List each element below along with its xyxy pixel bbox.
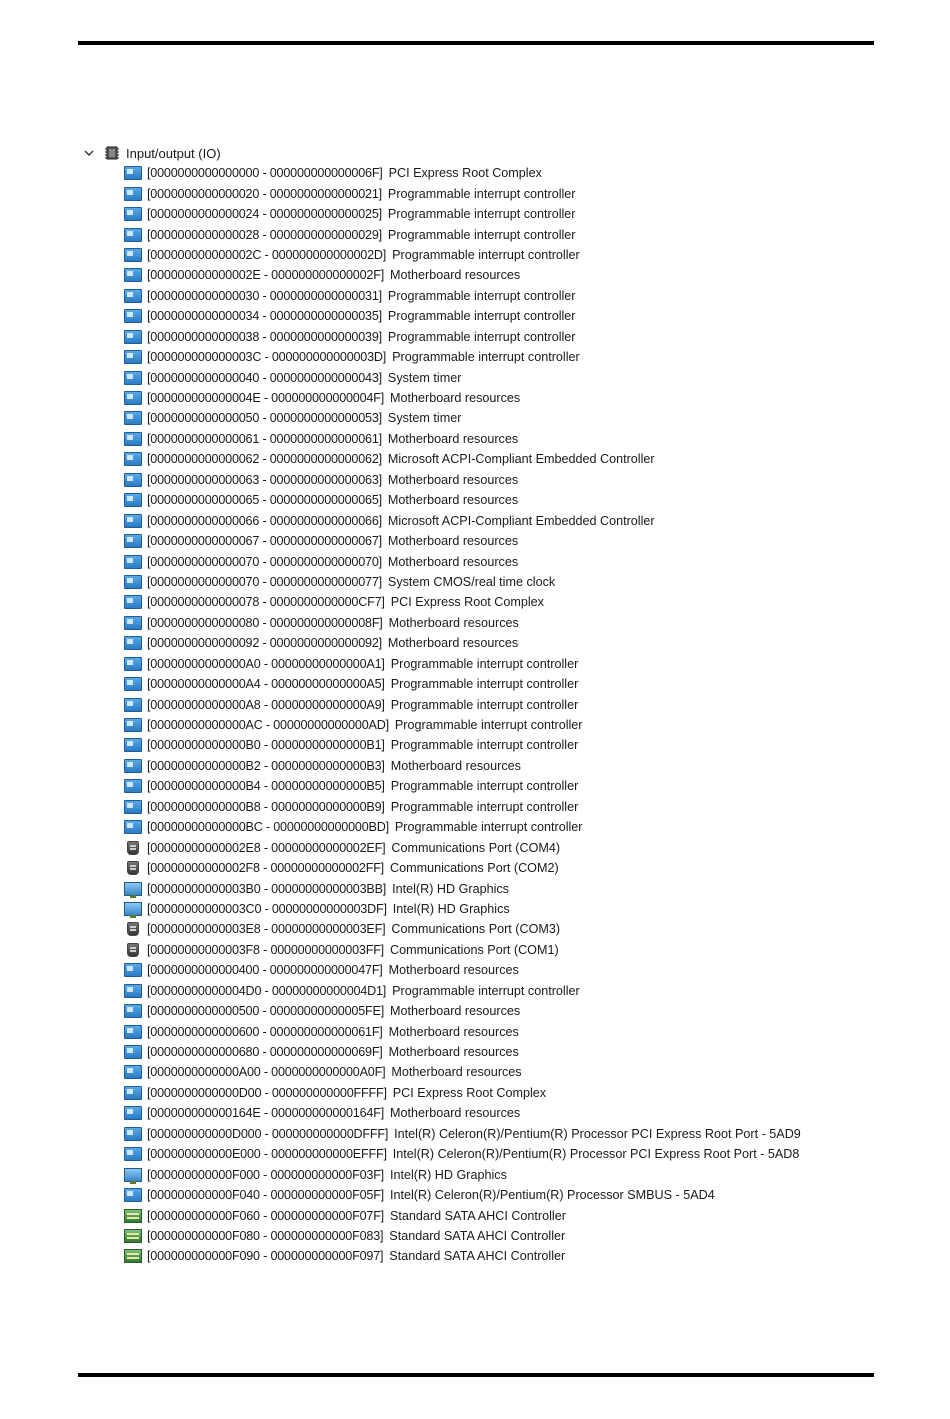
device-name: Programmable interrupt controller — [392, 350, 580, 365]
tree-item[interactable] — [124, 817, 882, 837]
tree-item[interactable] — [124, 674, 882, 694]
system-device-icon — [124, 779, 142, 793]
system-device-icon — [124, 1127, 142, 1141]
io-range: [0000000000000063 - 0000000000000063] — [147, 472, 382, 487]
system-device-icon — [124, 473, 142, 487]
system-device-icon — [124, 984, 142, 998]
tree-item[interactable] — [124, 1001, 882, 1021]
device-name: Communications Port (COM4) — [391, 840, 561, 855]
io-range: [00000000000000B2 - 00000000000000B3] — [147, 758, 385, 773]
tree-item[interactable] — [124, 1205, 882, 1225]
tree-children — [124, 163, 882, 1267]
device-name: Programmable interrupt controller — [390, 738, 579, 753]
tree-item[interactable] — [124, 981, 882, 1001]
tree-item[interactable] — [124, 1246, 882, 1266]
system-device-icon — [124, 228, 142, 242]
tree-item[interactable] — [124, 1144, 882, 1164]
io-range: [000000000000F080 - 000000000000F083] — [147, 1228, 384, 1243]
device-name: Intel(R) Celeron(R)/Pentium(R) Processor SMBUS - 5AD4 — [390, 1188, 715, 1203]
device-name: Motherboard resources — [387, 636, 519, 651]
io-range: [000000000000F040 - 000000000000F05F] — [147, 1188, 384, 1203]
display-adapter-icon — [124, 902, 142, 916]
system-device-icon — [124, 1147, 142, 1161]
system-device-icon — [124, 187, 142, 201]
system-device-icon — [124, 595, 142, 609]
tree-item[interactable] — [124, 1083, 882, 1103]
device-name: Communications Port (COM1) — [390, 942, 559, 957]
tree-item[interactable] — [124, 551, 882, 571]
tree-item[interactable] — [124, 940, 882, 960]
io-range: [00000000000000B4 - 00000000000000B5] — [147, 779, 385, 794]
io-range: [0000000000000028 - 0000000000000029] — [147, 227, 382, 242]
io-range: [000000000000002E - 000000000000002F] — [147, 268, 385, 283]
comm-port-icon — [127, 841, 139, 855]
device-name: Intel(R) Celeron(R)/Pentium(R) Processor PCI Express Root Port - 5AD9 — [394, 1126, 801, 1141]
device-name: Motherboard resources — [390, 758, 521, 773]
tree-item[interactable] — [124, 183, 882, 203]
device-name: Motherboard resources — [390, 268, 521, 283]
device-name: Programmable interrupt controller — [387, 309, 576, 324]
system-device-icon — [124, 1004, 142, 1018]
io-range: [0000000000000070 - 0000000000000070] — [147, 554, 382, 569]
io-range: [000000000000F000 - 000000000000F03F] — [147, 1167, 384, 1182]
tree-item[interactable] — [124, 572, 882, 592]
tree-item[interactable] — [124, 286, 882, 306]
system-device-icon — [124, 718, 142, 732]
io-range: [0000000000000078 - 0000000000000CF7] — [147, 595, 385, 610]
io-range: [000000000000F060 - 000000000000F07F] — [147, 1208, 384, 1223]
io-range: [0000000000000067 - 0000000000000067] — [147, 534, 382, 549]
device-name: Motherboard resources — [387, 534, 519, 549]
storage-controller-icon — [124, 1229, 142, 1243]
device-name: Communications Port (COM2) — [390, 861, 559, 876]
system-device-icon — [124, 207, 142, 221]
device-name: Motherboard resources — [390, 1106, 521, 1121]
system-device-icon — [124, 493, 142, 507]
system-device-icon — [124, 820, 142, 834]
device-name: Programmable interrupt controller — [392, 247, 580, 262]
system-device-icon — [124, 248, 142, 262]
tree-item[interactable] — [124, 224, 882, 244]
device-name: Programmable interrupt controller — [387, 186, 576, 201]
device-name: Programmable interrupt controller — [390, 656, 579, 671]
io-range: [00000000000002F8 - 00000000000002FF] — [147, 861, 384, 876]
tree-item[interactable] — [124, 1124, 882, 1144]
tree-item[interactable] — [124, 490, 882, 510]
tree-item[interactable] — [124, 388, 882, 408]
device-name: Programmable interrupt controller — [394, 820, 583, 835]
device-name: PCI Express Root Complex — [388, 166, 542, 181]
io-range: [000000000000E000 - 000000000000EFFF] — [147, 1147, 387, 1162]
device-name: Motherboard resources — [391, 1065, 522, 1080]
tree-item[interactable] — [124, 367, 882, 387]
system-device-icon — [124, 657, 142, 671]
io-range: [0000000000000D00 - 000000000000FFFF] — [147, 1085, 387, 1100]
device-name: Programmable interrupt controller — [387, 288, 576, 303]
device-name: Programmable interrupt controller — [390, 677, 579, 692]
io-range: [00000000000000AC - 00000000000000AD] — [147, 718, 389, 733]
top-rule — [78, 41, 874, 45]
tree-item[interactable] — [124, 633, 882, 653]
tree-item[interactable] — [124, 715, 882, 735]
tree-item[interactable] — [124, 756, 882, 776]
device-name: Standard SATA AHCI Controller — [389, 1249, 566, 1264]
display-adapter-icon — [124, 882, 142, 896]
device-name: Programmable interrupt controller — [394, 718, 583, 733]
device-name: Programmable interrupt controller — [387, 329, 576, 344]
device-name: Motherboard resources — [387, 472, 519, 487]
io-range: [000000000000164E - 000000000000164F] — [147, 1106, 385, 1121]
tree-item[interactable] — [124, 1021, 882, 1041]
system-device-icon — [124, 677, 142, 691]
io-range: [0000000000000070 - 0000000000000077] — [147, 574, 382, 589]
tree-item[interactable] — [124, 1226, 882, 1246]
device-name: Motherboard resources — [388, 1045, 519, 1060]
tree-item[interactable] — [124, 204, 882, 224]
system-device-icon — [124, 1025, 142, 1039]
io-range: [0000000000000061 - 0000000000000061] — [147, 431, 382, 446]
system-device-icon — [124, 800, 142, 814]
system-device-icon — [124, 452, 142, 466]
tree-item[interactable] — [124, 878, 882, 898]
tree-item[interactable] — [124, 245, 882, 265]
system-device-icon — [124, 616, 142, 630]
device-name: Intel(R) HD Graphics — [392, 881, 509, 896]
bottom-rule — [78, 1373, 874, 1377]
device-name: Motherboard resources — [388, 1024, 519, 1039]
system-device-icon — [124, 289, 142, 303]
resource-tree — [82, 143, 882, 1267]
io-range: [0000000000000062 - 0000000000000062] — [147, 452, 382, 467]
io-range: [0000000000000030 - 0000000000000031] — [147, 288, 382, 303]
device-name: Motherboard resources — [388, 615, 519, 630]
device-name: Programmable interrupt controller — [390, 697, 579, 712]
device-name: Programmable interrupt controller — [390, 799, 579, 814]
system-device-icon — [124, 534, 142, 548]
tree-item[interactable] — [124, 837, 882, 857]
device-name: Communications Port (COM3) — [391, 922, 561, 937]
io-range: [00000000000000A8 - 00000000000000A9] — [147, 697, 385, 712]
io-range: [00000000000003B0 - 00000000000003BB] — [147, 881, 387, 896]
tree-item[interactable] — [124, 1164, 882, 1184]
device-name: System timer — [387, 411, 462, 426]
io-range: [00000000000002E8 - 00000000000002EF] — [147, 840, 386, 855]
system-device-icon — [124, 309, 142, 323]
tree-item[interactable] — [124, 592, 882, 612]
system-device-icon — [124, 432, 142, 446]
device-name: PCI Express Root Complex — [392, 1085, 547, 1100]
system-device-icon — [124, 268, 142, 282]
io-range: [00000000000004D0 - 00000000000004D1] — [147, 983, 387, 998]
tree-item[interactable] — [124, 797, 882, 817]
io-range: [0000000000000024 - 0000000000000025] — [147, 207, 382, 222]
system-device-icon — [124, 1045, 142, 1059]
io-range: [0000000000000038 - 0000000000000039] — [147, 329, 382, 344]
io-range: [0000000000000600 - 000000000000061F] — [147, 1024, 383, 1039]
device-name: Motherboard resources — [387, 554, 519, 569]
tree-item[interactable] — [124, 470, 882, 490]
io-range: [000000000000004E - 000000000000004F] — [147, 391, 385, 406]
io-range: [00000000000000B8 - 00000000000000B9] — [147, 799, 385, 814]
tree-item[interactable] — [124, 613, 882, 633]
display-adapter-icon — [124, 1168, 142, 1182]
io-range: [000000000000D000 - 000000000000DFFF] — [147, 1126, 389, 1141]
device-name: System CMOS/real time clock — [387, 574, 556, 589]
tree-item[interactable] — [124, 306, 882, 326]
io-range: [000000000000002C - 000000000000002D] — [147, 247, 387, 262]
io-range: [0000000000000050 - 0000000000000053] — [147, 411, 382, 426]
comm-port-icon — [127, 922, 139, 936]
io-range: [0000000000000A00 - 0000000000000A0F] — [147, 1065, 386, 1080]
tree-item[interactable] — [124, 347, 882, 367]
device-name: Motherboard resources — [387, 493, 519, 508]
tree-item[interactable] — [124, 163, 882, 183]
io-range: [0000000000000040 - 0000000000000043] — [147, 370, 382, 385]
io-range: [000000000000F090 - 000000000000F097] — [147, 1249, 384, 1264]
device-name: Motherboard resources — [387, 431, 519, 446]
tree-item[interactable] — [124, 694, 882, 714]
system-device-icon — [124, 1086, 142, 1100]
system-device-icon — [124, 166, 142, 180]
system-device-icon — [124, 555, 142, 569]
io-range: [0000000000000092 - 0000000000000092] — [147, 636, 382, 651]
io-range: [0000000000000000 - 000000000000006F] — [147, 166, 383, 181]
system-device-icon — [124, 1065, 142, 1079]
io-range: [00000000000000BC - 00000000000000BD] — [147, 820, 389, 835]
storage-controller-icon — [124, 1209, 142, 1223]
system-device-icon — [124, 1106, 142, 1120]
io-range: [0000000000000066 - 0000000000000066] — [147, 513, 382, 528]
io-range: [00000000000000A0 - 00000000000000A1] — [147, 656, 385, 671]
io-range: [0000000000000065 - 0000000000000065] — [147, 493, 382, 508]
device-name: Programmable interrupt controller — [387, 227, 576, 242]
tree-item[interactable] — [124, 919, 882, 939]
io-range: [0000000000000034 - 0000000000000035] — [147, 309, 382, 324]
tree-item[interactable] — [124, 1042, 882, 1062]
tree-item[interactable] — [124, 1103, 882, 1123]
tree-item[interactable] — [124, 408, 882, 428]
io-range: [0000000000000080 - 000000000000008F] — [147, 615, 383, 630]
device-name: Programmable interrupt controller — [390, 779, 579, 794]
tree-item[interactable] — [124, 531, 882, 551]
io-range: [0000000000000400 - 000000000000047F] — [147, 963, 383, 978]
chevron-down-icon[interactable] — [82, 146, 96, 160]
device-name: Motherboard resources — [390, 391, 521, 406]
tree-item[interactable] — [124, 735, 882, 755]
system-device-icon — [124, 738, 142, 752]
io-range: [000000000000003C - 000000000000003D] — [147, 350, 387, 365]
tree-node-io[interactable] — [82, 143, 882, 163]
io-range: [00000000000000B0 - 00000000000000B1] — [147, 738, 385, 753]
tree-item[interactable] — [124, 449, 882, 469]
tree-item[interactable] — [124, 858, 882, 878]
device-name: Intel(R) HD Graphics — [392, 901, 510, 916]
tree-item[interactable] — [124, 654, 882, 674]
tree-item[interactable] — [124, 776, 882, 796]
system-device-icon — [124, 330, 142, 344]
device-name: Microsoft ACPI-Compliant Embedded Controller — [387, 452, 655, 467]
tree-item[interactable] — [124, 960, 882, 980]
device-name: Microsoft ACPI-Compliant Embedded Controller — [387, 513, 655, 528]
system-device-icon — [124, 350, 142, 364]
tree-item[interactable] — [124, 899, 882, 919]
io-range: [0000000000000020 - 0000000000000021] — [147, 186, 382, 201]
io-range: [0000000000000680 - 000000000000069F] — [147, 1045, 383, 1060]
tree-item[interactable] — [124, 1062, 882, 1082]
system-device-icon — [124, 514, 142, 528]
system-device-icon — [124, 1188, 142, 1202]
system-device-icon — [124, 698, 142, 712]
chip-icon — [104, 145, 120, 161]
device-name: Programmable interrupt controller — [387, 207, 576, 222]
comm-port-icon — [127, 943, 139, 957]
tree-item[interactable] — [124, 429, 882, 449]
device-name: Intel(R) Celeron(R)/Pentium(R) Processor PCI Express Root Port - 5AD8 — [392, 1147, 800, 1162]
device-name: Intel(R) HD Graphics — [390, 1167, 507, 1182]
system-device-icon — [124, 391, 142, 405]
io-range: [00000000000000A4 - 00000000000000A5] — [147, 677, 385, 692]
io-range: [0000000000000500 - 00000000000005FE] — [147, 1004, 385, 1019]
device-name: System timer — [387, 370, 462, 385]
tree-item[interactable] — [124, 1185, 882, 1205]
device-name: Standard SATA AHCI Controller — [389, 1228, 566, 1243]
tree-item[interactable] — [124, 265, 882, 285]
io-range: [00000000000003E8 - 00000000000003EF] — [147, 922, 386, 937]
system-device-icon — [124, 371, 142, 385]
tree-item[interactable] — [124, 327, 882, 347]
device-name: Motherboard resources — [388, 963, 519, 978]
device-name: PCI Express Root Complex — [390, 595, 544, 610]
device-name: Standard SATA AHCI Controller — [390, 1208, 566, 1223]
io-range: [00000000000003F8 - 00000000000003FF] — [147, 942, 384, 957]
system-device-icon — [124, 963, 142, 977]
io-range: [00000000000003C0 - 00000000000003DF] — [147, 901, 387, 916]
device-name: Programmable interrupt controller — [392, 983, 580, 998]
system-device-icon — [124, 636, 142, 650]
system-device-icon — [124, 759, 142, 773]
system-device-icon — [124, 411, 142, 425]
tree-item[interactable] — [124, 510, 882, 530]
system-device-icon — [124, 575, 142, 589]
device-name: Motherboard resources — [390, 1004, 521, 1019]
comm-port-icon — [127, 861, 139, 875]
tree-node-label: Input/output (IO) — [126, 145, 221, 161]
storage-controller-icon — [124, 1249, 142, 1263]
